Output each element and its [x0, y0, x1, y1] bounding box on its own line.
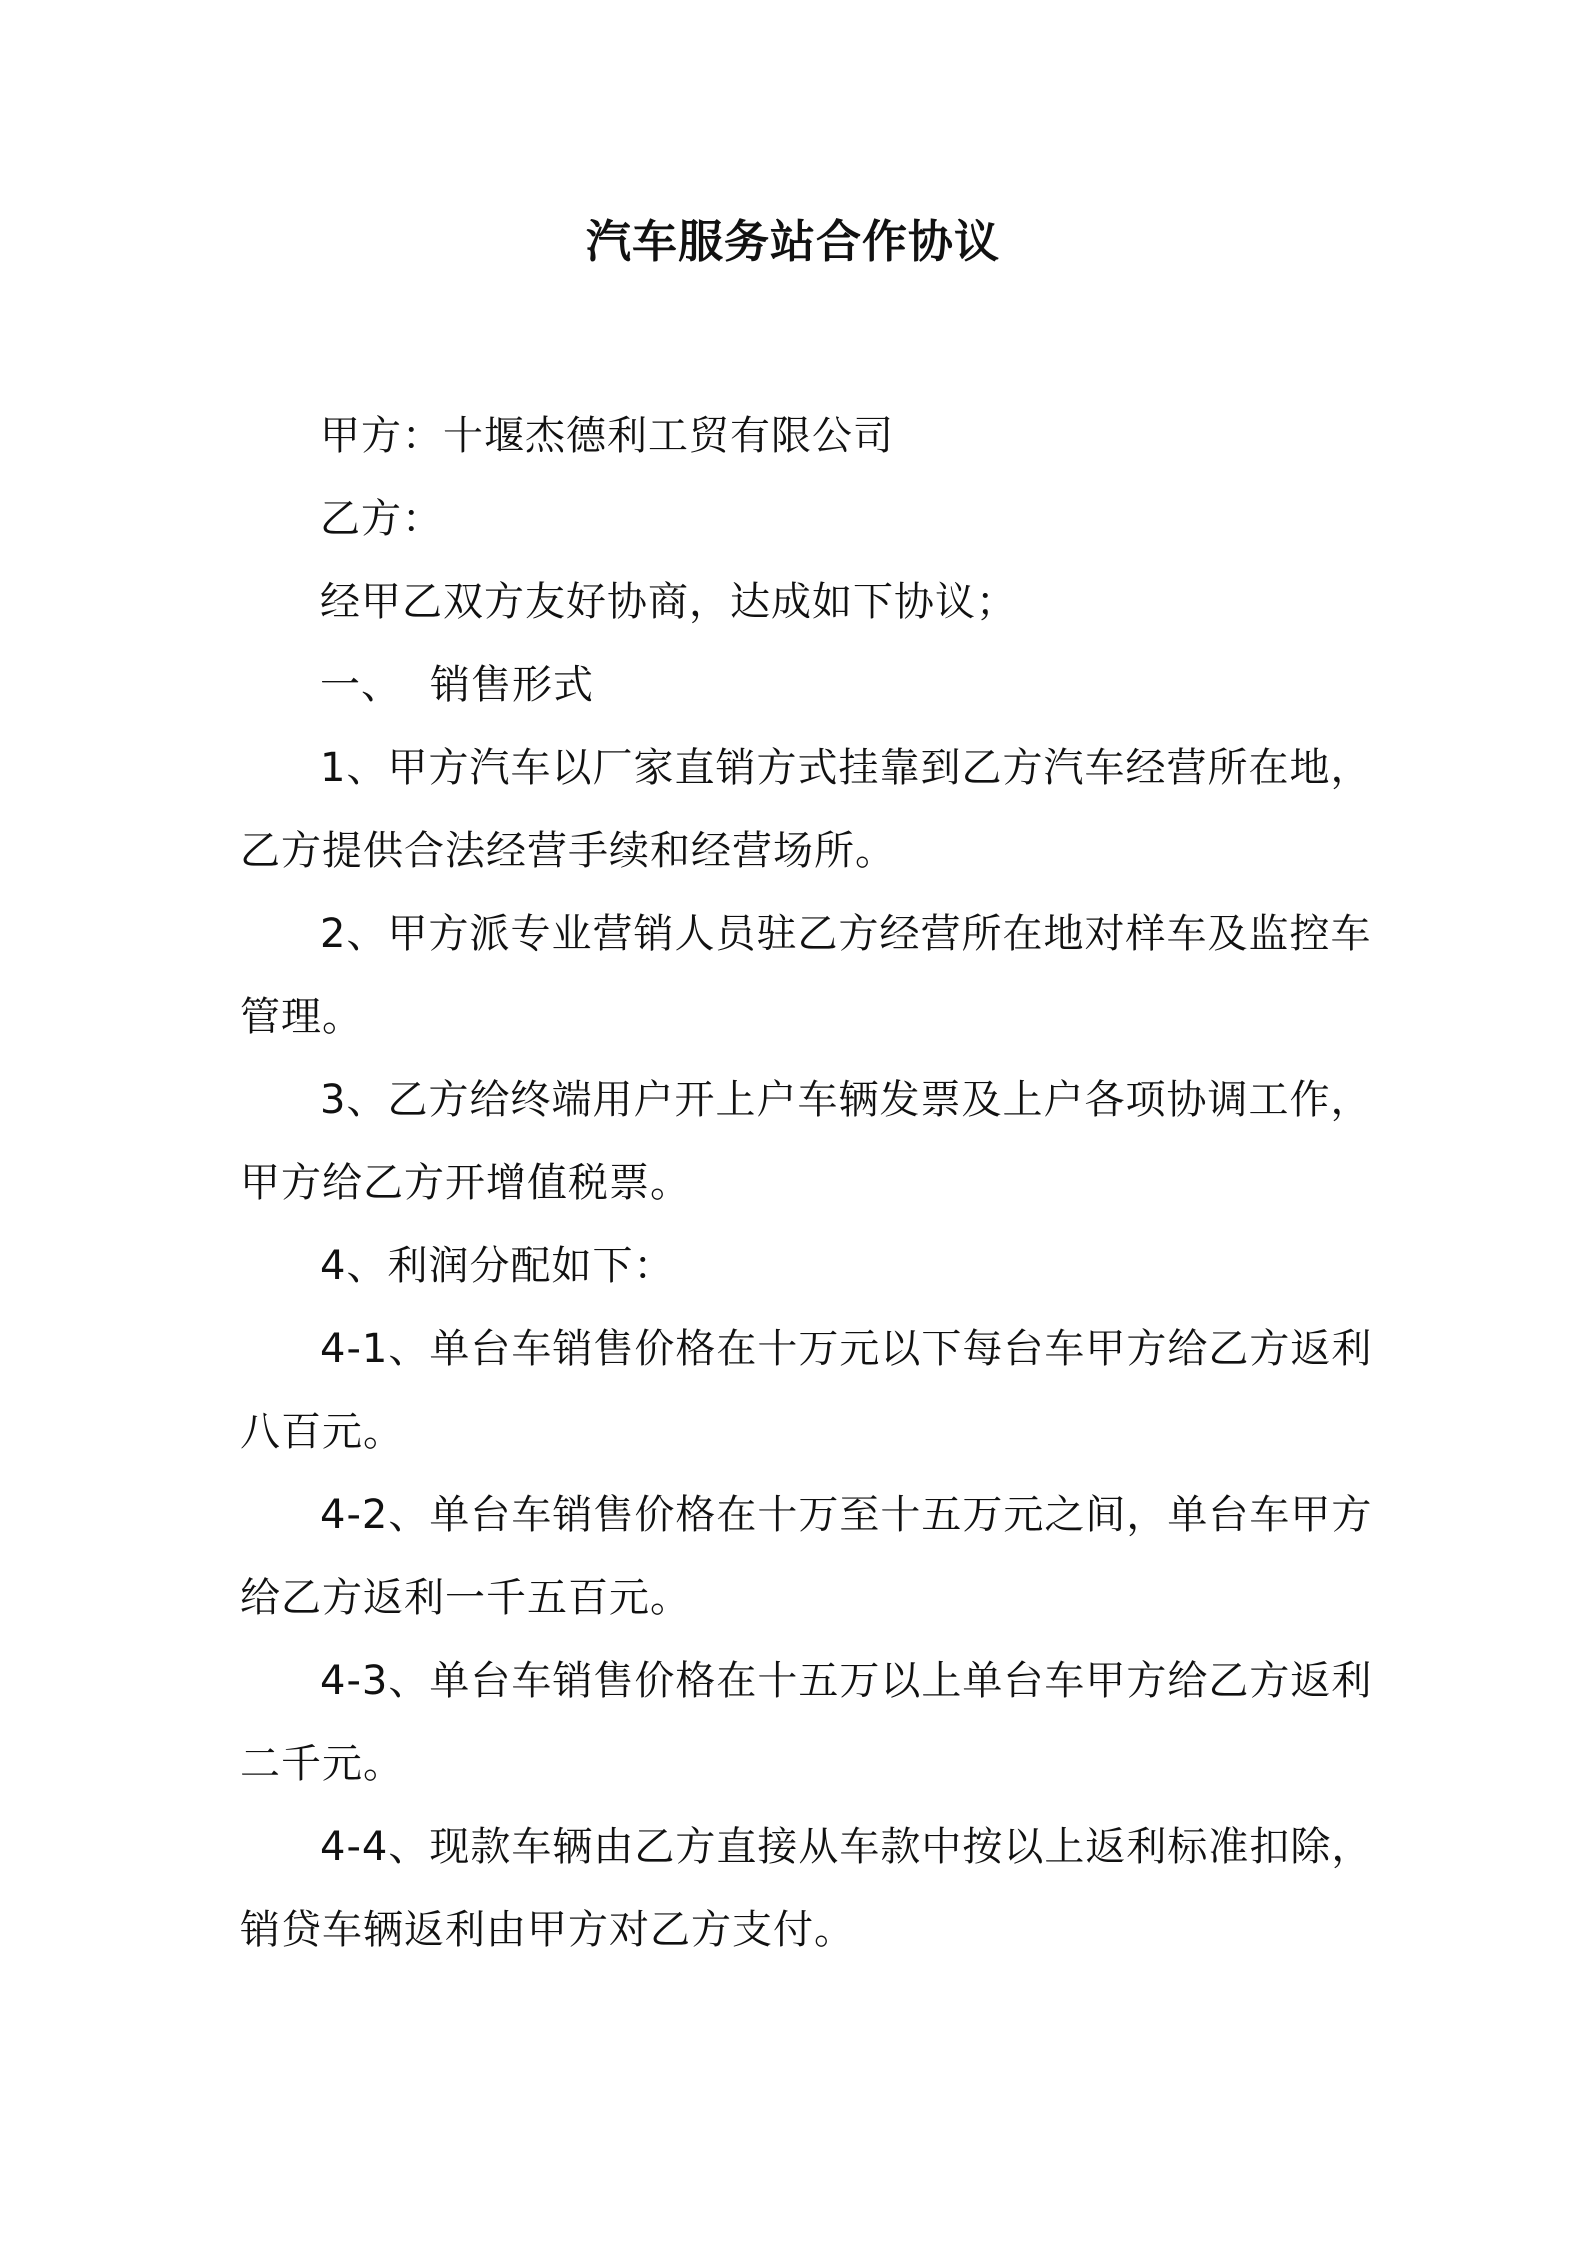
- party-b-line: 乙方：: [320, 496, 443, 542]
- clause-2-line-2: 管理。: [240, 994, 363, 1040]
- clause-4-3-line-2: 二千元。: [240, 1741, 404, 1787]
- preamble-line: 经甲乙双方友好协商，达成如下协议；: [320, 579, 1017, 625]
- section-number: 一、: [320, 662, 402, 708]
- clause-1-line-2: 乙方提供合法经营手续和经营场所。: [240, 828, 896, 874]
- clause-4-4-line-2: 销贷车辆返利由甲方对乙方支付。: [240, 1907, 855, 1953]
- clause-3-line-2: 甲方给乙方开增值税票。: [240, 1160, 691, 1206]
- section-title: 销售形式: [430, 662, 594, 708]
- clause-2-line-1: 2、甲方派专业营销人员驻乙方经营所在地对样车及监控车: [320, 911, 1372, 957]
- clause-4-3-line-1: 4-3、单台车销售价格在十五万以上单台车甲方给乙方返利: [320, 1658, 1373, 1704]
- clause-3-line-1: 3、乙方给终端用户开上户车辆发票及上户各项协调工作，: [320, 1077, 1372, 1123]
- party-a-line: 甲方：十堰杰德利工贸有限公司: [320, 413, 894, 459]
- clause-4-2-line-1: 4-2、单台车销售价格在十万至十五万元之间，单台车甲方: [320, 1492, 1373, 1538]
- clause-4-line-1: 4、利润分配如下：: [320, 1243, 675, 1289]
- clause-4-4-line-1: 4-4、现款车辆由乙方直接从车款中按以上返利标准扣除，: [320, 1824, 1373, 1870]
- clause-4-1-line-1: 4-1、单台车销售价格在十万元以下每台车甲方给乙方返利: [320, 1326, 1373, 1372]
- clause-4-2-line-2: 给乙方返利一千五百元。: [240, 1575, 691, 1621]
- section-heading: [320, 657, 594, 713]
- document-title: 汽车服务站合作协议: [585, 215, 1000, 268]
- clause-1-line-1: 1、甲方汽车以厂家直销方式挂靠到乙方汽车经营所在地，: [320, 745, 1372, 791]
- clause-4-1-line-2: 八百元。: [240, 1409, 404, 1455]
